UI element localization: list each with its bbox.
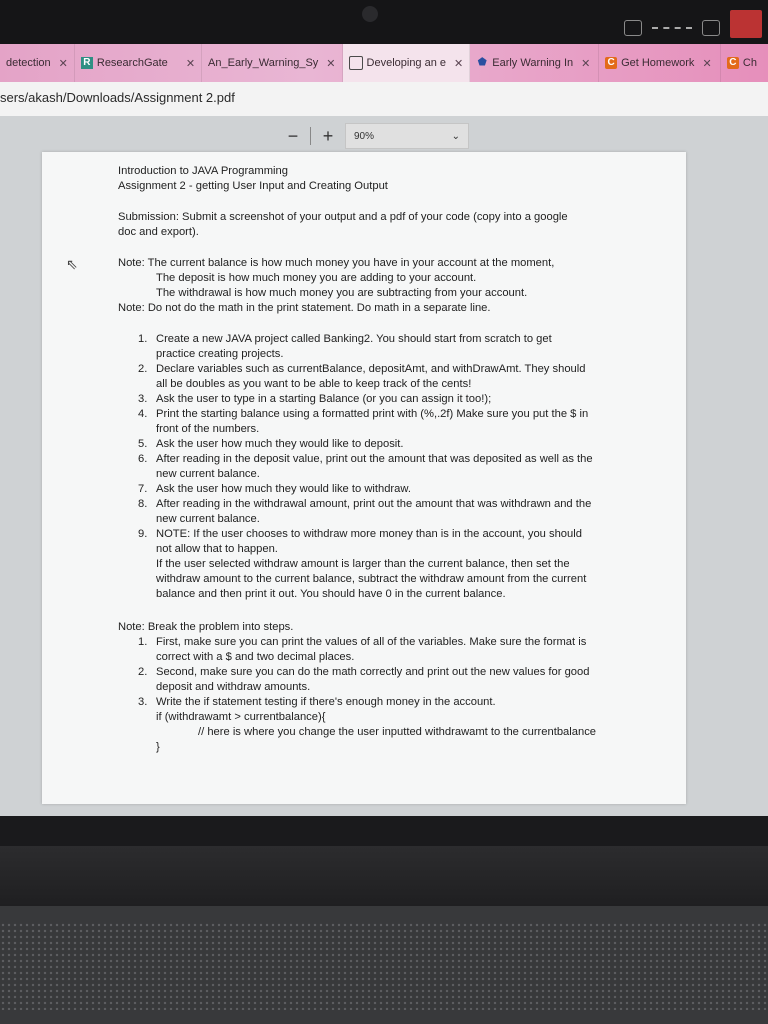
list-item: 1. First, make sure you can print the values of all of the variables. Make sure the format is correct with a $ and two decimal places. bbox=[138, 636, 587, 663]
note-line: Note: Do not do the math in the print statement. Do math in a separate line. bbox=[118, 302, 491, 314]
code-line: } bbox=[156, 741, 160, 753]
record-timeline bbox=[652, 27, 692, 29]
chevron-down-icon: ⌄ bbox=[451, 130, 460, 142]
tab-get-homework[interactable] bbox=[599, 44, 721, 82]
tab-label: Early Warning In bbox=[492, 57, 574, 69]
zoom-in-button[interactable]: + bbox=[322, 126, 334, 146]
toolbar-divider bbox=[310, 127, 311, 145]
record-badge[interactable] bbox=[730, 10, 762, 38]
url-text: sers/akash/Downloads/Assignment 2.pdf bbox=[0, 90, 235, 105]
doc-subtitle: Assignment 2 - getting User Input and Creating Output bbox=[118, 180, 388, 192]
steps-list bbox=[118, 332, 618, 602]
close-icon[interactable]: ✕ bbox=[185, 57, 196, 70]
tab-label: Get Homework bbox=[621, 57, 695, 69]
laptop-hinge bbox=[0, 846, 768, 906]
close-icon[interactable]: ✕ bbox=[581, 57, 591, 70]
list-item: 7. Ask the user how much they would like to withdraw. bbox=[138, 483, 411, 495]
list-item: 3. Ask the user to type in a starting Balance (or you can assign it too!); bbox=[138, 393, 492, 405]
close-icon[interactable]: ✕ bbox=[326, 57, 336, 70]
tab-early-warning-in[interactable] bbox=[470, 44, 599, 82]
zoom-value: 90% bbox=[354, 130, 375, 142]
chegg-icon: C bbox=[727, 57, 739, 69]
list-item: 2. Second, make sure you can do the math correctly and print out the new values for good deposit and withdraw amounts. bbox=[138, 666, 590, 693]
speaker-grille bbox=[0, 922, 768, 1010]
note-line: Note: The current balance is how much money you have in your account at the moment, bbox=[118, 257, 555, 269]
tab-researchgate[interactable] bbox=[75, 44, 202, 82]
tab-early-warning-pdf[interactable] bbox=[202, 44, 342, 82]
zoom-select[interactable] bbox=[345, 123, 469, 149]
tab-bar bbox=[0, 44, 768, 82]
tab-label: ResearchGate bbox=[96, 57, 168, 69]
pdf-toolbar bbox=[282, 122, 469, 150]
tab-label: Developing an e bbox=[366, 57, 447, 69]
mouse-cursor-icon: ⇖ bbox=[66, 256, 78, 272]
webcam bbox=[362, 6, 378, 22]
tab-detection[interactable] bbox=[0, 44, 75, 82]
doc-icon bbox=[349, 56, 363, 70]
tab-label: Ch bbox=[742, 57, 757, 69]
doc-title: Introduction to JAVA Programming bbox=[118, 165, 288, 177]
tab-ch[interactable] bbox=[721, 44, 768, 82]
code-line: // here is where you change the user inputted withdrawamt to the currentbalance bbox=[198, 726, 597, 738]
tab-label: An_Early_Warning_Sy bbox=[208, 57, 319, 69]
screen-record-icon[interactable] bbox=[624, 20, 642, 36]
screen-bezel-top bbox=[0, 0, 768, 44]
pdf-page bbox=[42, 152, 686, 804]
researchgate-icon: R bbox=[81, 57, 93, 69]
code-line: if (withdrawamt > currentbalance){ bbox=[156, 711, 326, 723]
document-body bbox=[118, 164, 618, 755]
close-icon[interactable]: ✕ bbox=[702, 57, 712, 70]
list-item: 8. After reading in the withdrawal amount, print out the amount that was withdrawn and the new current balance. bbox=[138, 498, 592, 525]
tab-developing[interactable] bbox=[343, 44, 471, 82]
list-item: 3. Write the if statement testing if there's enough money in the account. bbox=[138, 696, 496, 708]
list-item: 5. Ask the user how much they would like to deposit. bbox=[138, 438, 404, 450]
submission-line: doc and export). bbox=[118, 226, 199, 238]
note-line: The deposit is how much money you are adding to your account. bbox=[156, 272, 477, 284]
tab-label: detection bbox=[6, 57, 51, 69]
note-line: Note: Break the problem into steps. bbox=[118, 621, 294, 633]
list-item: 9. NOTE: If the user chooses to withdraw more money than is in the account, you should not allow that to happen. If the user selected withdraw amount is larger than the current balance, then set the withdraw amount to the current balance, subtract the withdraw amount from the current balance and then print it out. You should have 0 in the current balance. bbox=[138, 528, 587, 600]
camera-icon[interactable] bbox=[702, 20, 720, 36]
submission-line: Submission: Submit a screenshot of your output and a pdf of your code (copy into a google bbox=[118, 211, 568, 223]
screen-bezel-bottom bbox=[0, 816, 768, 846]
close-icon[interactable]: ✕ bbox=[58, 57, 68, 70]
list-item: 4. Print the starting balance using a formatted print with (%,.2f) Make sure you put the $ in front of the numbers. bbox=[138, 408, 589, 435]
list-item: 6. After reading in the deposit value, print out the amount that was deposited as well as the new current balance. bbox=[138, 453, 593, 480]
substeps-list bbox=[118, 635, 618, 710]
list-item: 2. Declare variables such as currentBalance, depositAmt, and withDrawAmt. They should all be doubles as you want to be able to keep track of the cents! bbox=[138, 363, 586, 390]
note-line: The withdrawal is how much money you are subtracting from your account. bbox=[156, 287, 528, 299]
zoom-out-button[interactable]: − bbox=[287, 126, 299, 146]
shield-icon: ⬟ bbox=[477, 57, 487, 68]
chegg-icon: C bbox=[605, 57, 617, 69]
list-item: 1. Create a new JAVA project called Banking2. You should start from scratch to get practice creating projects. bbox=[138, 333, 552, 360]
system-tray bbox=[624, 18, 762, 38]
close-icon[interactable]: ✕ bbox=[454, 57, 464, 70]
address-bar[interactable] bbox=[0, 82, 768, 117]
